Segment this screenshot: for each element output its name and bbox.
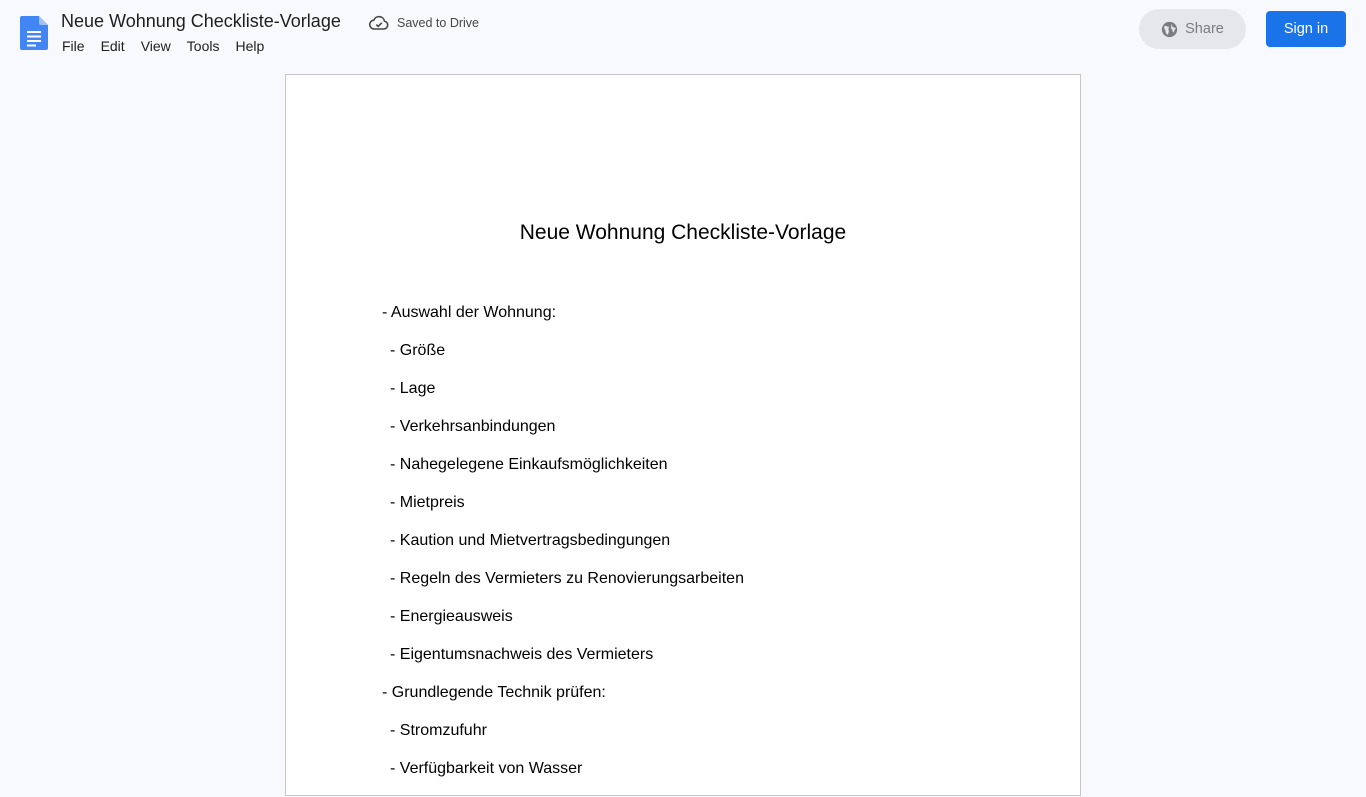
document-page[interactable] xyxy=(285,74,1081,796)
top-bar xyxy=(0,0,1366,64)
list-item: - Eigentumsnachweis des Vermieters xyxy=(390,646,654,663)
menu-file[interactable]: File xyxy=(62,38,85,54)
sign-in-button[interactable]: Sign in xyxy=(1266,11,1346,47)
menu-edit[interactable]: Edit xyxy=(100,38,125,54)
list-item: - Verfügbarkeit von Wasser xyxy=(390,760,583,777)
share-button[interactable] xyxy=(1139,9,1246,49)
list-item: - Regeln des Vermieters zu Renovierungsarbeiten xyxy=(390,570,744,587)
cloud-done-icon xyxy=(369,15,389,31)
list-item: - Verkehrsanbindungen xyxy=(390,418,556,435)
docs-logo-icon[interactable] xyxy=(20,16,48,50)
document-title[interactable]: Neue Wohnung Checkliste-Vorlage xyxy=(61,11,341,31)
list-item: - Nahegelegene Einkaufsmöglichkeiten xyxy=(390,456,668,473)
document-heading: Neue Wohnung Checkliste-Vorlage xyxy=(519,221,847,244)
document-body xyxy=(382,303,982,797)
list-item: - Energieausweis xyxy=(390,608,513,625)
list-item: - Mietpreis xyxy=(390,494,465,511)
save-status[interactable] xyxy=(369,13,479,33)
list-item: - Kaution und Mietvertragsbedingungen xyxy=(390,532,671,549)
share-button-label: Share xyxy=(1185,21,1224,37)
menu-help[interactable]: Help xyxy=(235,38,265,54)
list-item: - Grundlegende Technik prüfen: xyxy=(382,684,606,701)
list-item: - Größe xyxy=(390,342,446,359)
save-status-label: Saved to Drive xyxy=(397,16,479,30)
list-item: - Stromzufuhr xyxy=(390,722,487,739)
menu-tools[interactable]: Tools xyxy=(186,38,220,54)
list-item: - Auswahl der Wohnung: xyxy=(382,304,557,321)
list-item: - Lage xyxy=(390,380,436,397)
globe-icon xyxy=(1161,21,1178,38)
menu-bar xyxy=(54,36,272,56)
menu-view[interactable]: View xyxy=(140,38,171,54)
